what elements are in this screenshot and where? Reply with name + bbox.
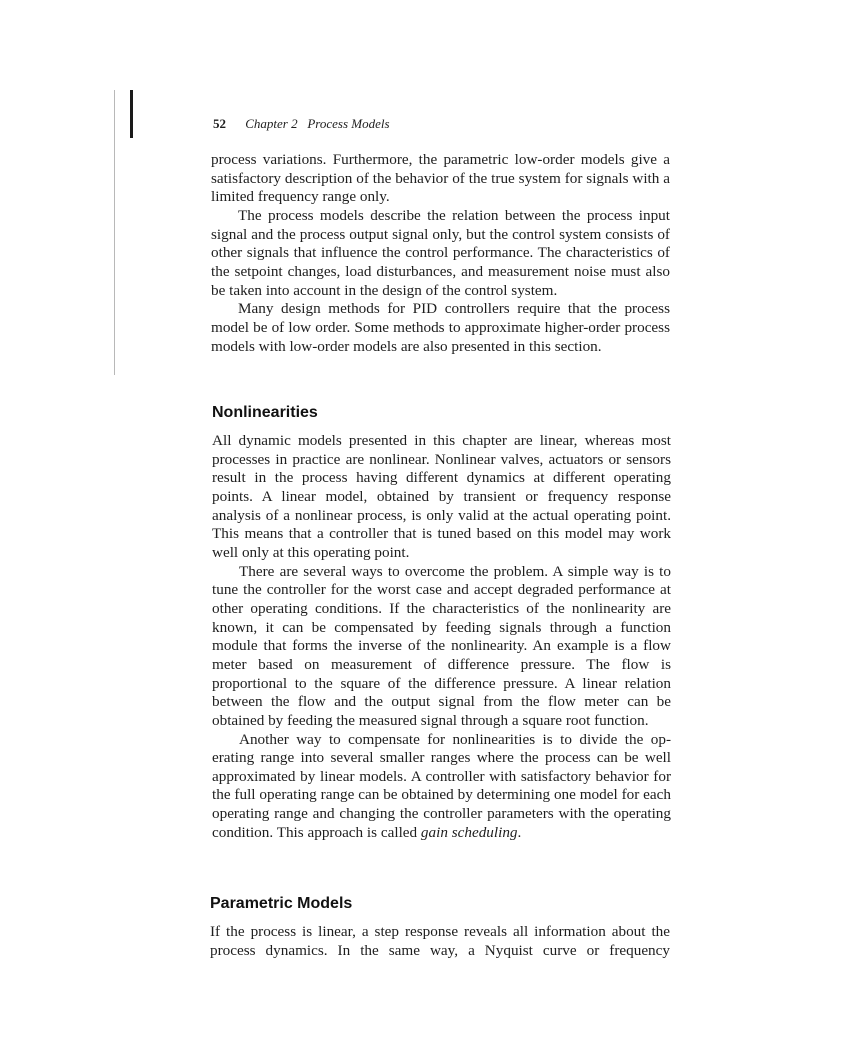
paragraph: process variations. Furthermore, the parametric low-order models give a satisfactory description of the behavior of the true system for signals with a limited frequency range only.: [211, 151, 670, 206]
paragraph: All dynamic models presented in this chapter are linear, whereas most processes in practice are nonlinear. Nonlinear valves, actuators or sensors result in the process having different dynamics at different operating points. A linear model, obtained by transient or frequency response analysis of a nonlinear process, is only valid at the actual operating point. This means that a controller that is tuned based on this model may work well only at this operating point.: [212, 432, 671, 561]
section-parametric-models: [210, 894, 670, 960]
section-heading: Nonlinearities: [212, 404, 318, 421]
paragraph: If the process is linear, a step response reveals all information about the process dynamics. In the same way, a Nyquist curve or frequency: [210, 923, 670, 959]
intro-text: [211, 151, 670, 356]
paragraph-text: Another way to compensate for nonlinearities is to divide the operating range into several smaller ranges where the process can be well approximated by linear models. A controller with satisfactory behavior for the full operating range can be obtained by determining one model for each operating range and changing the controller parameters with the operating condition. This approach is called: [212, 730, 671, 841]
scan-artifact-line: [114, 90, 115, 375]
section-heading: Parametric Models: [210, 895, 353, 912]
scan-artifact-bar: [130, 90, 133, 138]
paragraph: Many design methods for PID controllers require that the process model be of low order. Some methods to approximate higher-order process models with low-order models are also presented in this section.: [211, 300, 670, 355]
paragraph: There are several ways to overcome the problem. A simple way is to tune the controller for the worst case and accept degraded performance at other operating conditions. If the characteristics of the nonlinearity are known, it can be compensated by feeding signals through a function module that forms the inverse of the nonlinearity. An example is a flow meter based on measurement of difference pressure. The flow is proportional to the square of the difference pressure. A linear relation between the flow and the output signal from the flow meter can be obtained by feeding the measured signal through a square root function.: [212, 562, 671, 729]
paragraph: The process models describe the relation between the process input signal and the process output signal only, but the control system consists of other signals that influence the control performance. The characteristics of the setpoint changes, load disturbances, and measurement noise must also be taken into account in the design of the control system.: [211, 206, 670, 299]
paragraph: [212, 731, 671, 843]
chapter-title: Chapter 2 Process Models: [245, 116, 390, 131]
paragraph-tail: .: [517, 823, 522, 841]
section-nonlinearities: [212, 403, 671, 842]
running-head: [213, 116, 390, 132]
page-number: 52: [213, 116, 226, 131]
emphasis-term: gain scheduling: [420, 823, 518, 841]
